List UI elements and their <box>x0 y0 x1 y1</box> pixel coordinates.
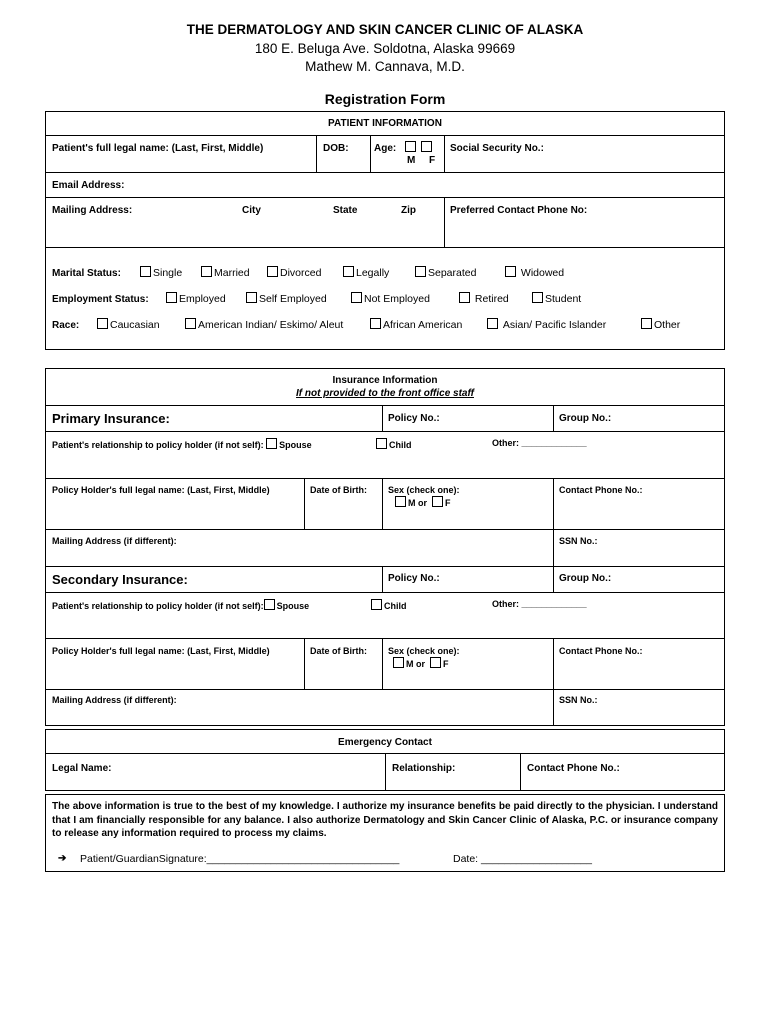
secondary-group-no-field[interactable]: Group No.: <box>559 573 612 584</box>
primary-contact-phone-field[interactable]: Contact Phone No.: <box>559 485 643 495</box>
race-american-indian[interactable] <box>185 318 343 331</box>
checkbox-icon[interactable] <box>246 292 257 303</box>
insurance-title: Insurance Information <box>332 375 438 386</box>
insurance-subtitle <box>45 388 725 399</box>
primary-insurance-label: Primary Insurance: <box>52 411 170 426</box>
marital-divorced[interactable] <box>267 266 321 279</box>
marital-married[interactable] <box>201 266 250 279</box>
checkbox-icon[interactable] <box>166 292 177 303</box>
checkbox-icon[interactable] <box>97 318 108 329</box>
checkbox-icon[interactable] <box>532 292 543 303</box>
ssn-field[interactable]: Social Security No.: <box>450 143 544 154</box>
checkbox-icon[interactable] <box>266 438 277 449</box>
signature-field[interactable]: Patient/GuardianSignature:_________________________________ <box>80 853 400 865</box>
employment-self-employed[interactable] <box>246 292 327 305</box>
spouse-label: Spouse <box>279 440 312 450</box>
zip-field[interactable]: Zip <box>401 205 416 216</box>
secondary-contact-phone-field[interactable]: Contact Phone No.: <box>559 646 643 656</box>
checkbox-icon[interactable] <box>415 266 426 277</box>
checkbox-icon[interactable] <box>432 496 443 507</box>
secondary-policy-no-field[interactable]: Policy No.: <box>388 573 440 584</box>
option-label: Separated <box>428 267 477 279</box>
f-label: F <box>445 498 451 508</box>
checkbox-icon[interactable] <box>185 318 196 329</box>
sex-f-checkbox[interactable] <box>421 141 432 152</box>
race-label: Race: <box>52 320 80 331</box>
secondary-mailing-field[interactable]: Mailing Address (if different): <box>52 695 177 705</box>
option-label: Divorced <box>280 267 322 279</box>
race-african-american[interactable] <box>370 318 462 331</box>
primary-holder-name-field[interactable]: Policy Holder's full legal name: (Last, First, Middle) <box>52 485 270 495</box>
race-other[interactable] <box>641 318 680 331</box>
clinic-address: 180 E. Beluga Ave. Soldotna, Alaska 99669 <box>254 41 516 56</box>
sex-m-label: M <box>407 155 416 166</box>
marital-single[interactable] <box>140 266 182 279</box>
m-or-label: M or <box>406 659 425 669</box>
primary-other-field[interactable]: Other: _____________ <box>492 438 587 448</box>
date-field[interactable]: Date: ___________________ <box>453 853 592 865</box>
checkbox-icon[interactable] <box>267 266 278 277</box>
consent-text: The above information is true to the best of my knowledge. I authorize my insurance benefits be paid directly to the physician. I understand that I am financially responsible for any balance. I also authorize Dermatology and Skin Cancer Clinic of Alaska, P.C. or insurance company to release any information required to process my claims. <box>52 801 718 839</box>
checkbox-icon[interactable] <box>343 266 354 277</box>
option-label: Student <box>545 293 582 305</box>
primary-dob-field[interactable]: Date of Birth: <box>310 485 367 495</box>
mailing-address-field[interactable]: Mailing Address: <box>52 205 133 216</box>
city-field[interactable]: City <box>242 205 261 216</box>
f-label: F <box>443 659 449 669</box>
form-title: Registration Form <box>324 91 446 107</box>
m-or-label: M or <box>408 498 427 508</box>
checkbox-icon[interactable] <box>393 657 404 668</box>
option-label: Caucasian <box>110 319 160 331</box>
marital-legally[interactable] <box>343 266 389 279</box>
option-label: Other <box>654 319 681 331</box>
marital-separated[interactable] <box>415 266 476 279</box>
emergency-relationship-field[interactable]: Relationship: <box>392 763 456 774</box>
checkbox-icon[interactable] <box>505 266 516 277</box>
checkbox-icon[interactable] <box>140 266 151 277</box>
employment-retired[interactable] <box>459 292 509 305</box>
emergency-phone-field[interactable]: Contact Phone No.: <box>527 763 620 774</box>
primary-sex-label: Sex (check one): <box>388 485 460 495</box>
state-field[interactable]: State <box>333 205 358 216</box>
marital-widowed[interactable] <box>505 266 564 279</box>
checkbox-icon[interactable] <box>430 657 441 668</box>
secondary-dob-field[interactable]: Date of Birth: <box>310 646 367 656</box>
option-label: American Indian/ Eskimo/ Aleut <box>198 319 344 331</box>
child-label: Child <box>389 440 412 450</box>
arrow-icon: ➔ <box>58 853 67 864</box>
checkbox-icon[interactable] <box>459 292 470 303</box>
child-label: Child <box>384 601 407 611</box>
option-label: Retired <box>474 293 509 305</box>
checkbox-icon[interactable] <box>371 599 382 610</box>
option-label: Asian/ Pacific Islander <box>502 319 607 331</box>
marital-status-label: Marital Status: <box>52 268 121 279</box>
option-label: Married <box>214 267 250 279</box>
relationship-text: Patient's relationship to policy holder (if not self): <box>52 440 264 450</box>
option-label: Widowed <box>520 267 565 279</box>
secondary-ssn-field[interactable]: SSN No.: <box>559 695 598 705</box>
primary-child-option[interactable] <box>376 438 412 450</box>
secondary-relationship-label <box>52 599 309 611</box>
option-label: Legally <box>356 267 390 279</box>
secondary-child-option[interactable] <box>371 599 407 611</box>
secondary-sex-options[interactable] <box>393 657 449 669</box>
sex-f-label: F <box>429 155 436 166</box>
primary-sex-options[interactable] <box>395 496 451 508</box>
sex-checkboxes[interactable] <box>405 141 434 154</box>
checkbox-icon[interactable] <box>201 266 212 277</box>
checkbox-icon[interactable] <box>351 292 362 303</box>
option-label: Not Employed <box>364 293 430 305</box>
primary-relationship-label <box>52 438 312 450</box>
checkbox-icon[interactable] <box>264 599 275 610</box>
emergency-legal-name-field[interactable]: Legal Name: <box>52 763 112 774</box>
checkbox-icon[interactable] <box>376 438 387 449</box>
doctor-name: Mathew M. Cannava, M.D. <box>305 59 465 74</box>
option-label: Self Employed <box>259 293 327 305</box>
primary-ssn-field[interactable]: SSN No.: <box>559 536 598 546</box>
option-label: Employed <box>179 293 226 305</box>
secondary-sex-label: Sex (check one): <box>388 646 460 656</box>
clinic-name: THE DERMATOLOGY AND SKIN CANCER CLINIC OF ALASKA <box>186 22 584 37</box>
emergency-title: Emergency Contact <box>338 737 432 748</box>
relationship-text: Patient's relationship to policy holder (if not self): <box>52 601 264 611</box>
secondary-other-field[interactable]: Other: _____________ <box>492 599 587 609</box>
primary-policy-no-field[interactable]: Policy No.: <box>388 413 440 424</box>
checkbox-icon[interactable] <box>395 496 406 507</box>
email-field[interactable]: Email Address: <box>52 180 125 191</box>
employment-employed[interactable] <box>166 292 226 305</box>
insurance-subtitle-text: If not provided to the front office staff <box>296 388 474 399</box>
age-field[interactable]: Age: <box>374 143 397 154</box>
employment-status-label: Employment Status: <box>52 294 149 305</box>
employment-not-employed[interactable] <box>351 292 430 305</box>
primary-group-no-field[interactable]: Group No.: <box>559 413 612 424</box>
patient-full-name-field[interactable]: Patient's full legal name: (Last, First, Middle) <box>52 143 264 154</box>
checkbox-icon[interactable] <box>487 318 498 329</box>
option-label: African American <box>383 319 463 331</box>
secondary-holder-name-field[interactable]: Policy Holder's full legal name: (Last, First, Middle) <box>52 646 270 656</box>
preferred-phone-field[interactable]: Preferred Contact Phone No: <box>450 205 588 216</box>
secondary-insurance-label: Secondary Insurance: <box>52 572 188 587</box>
primary-mailing-field[interactable]: Mailing Address (if different): <box>52 536 177 546</box>
race-asian-pacific[interactable] <box>487 318 606 331</box>
option-label: Single <box>153 267 183 279</box>
checkbox-icon[interactable] <box>370 318 381 329</box>
spouse-label: Spouse <box>276 601 310 611</box>
patient-info-title: PATIENT INFORMATION <box>328 118 442 129</box>
race-caucasian[interactable] <box>97 318 160 331</box>
dob-field[interactable]: DOB: <box>323 143 349 154</box>
checkbox-icon[interactable] <box>641 318 652 329</box>
employment-student[interactable] <box>532 292 581 305</box>
sex-m-checkbox[interactable] <box>405 141 416 152</box>
